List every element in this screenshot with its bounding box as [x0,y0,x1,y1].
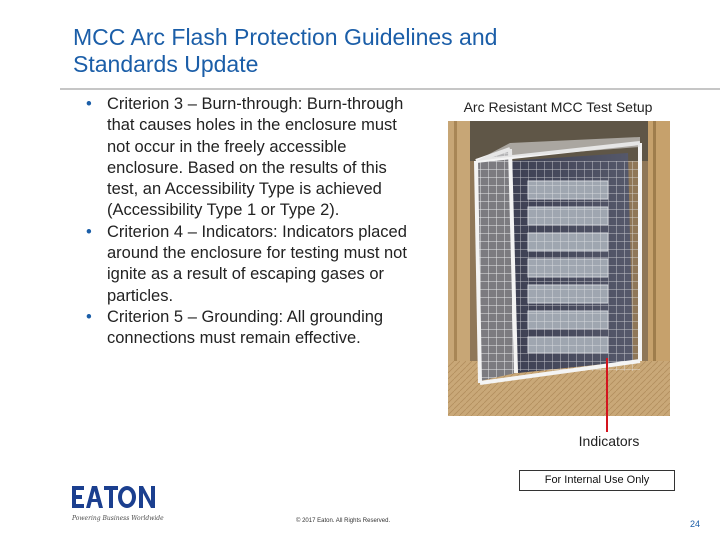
bullet-text: Criterion 5 – Grounding: All grounding connections must remain effective. [107,307,384,348]
indicator-pointer-line [606,358,608,432]
title-divider [60,88,720,90]
copyright-notice: © 2017 Eaton. All Rights Reserved. [296,518,391,524]
bullet-text: Criterion 4 – Indicators: Indicators placed around the enclosure for testing must not ignite as a result of escaping gases or particles. [107,222,407,305]
bullet-item-criterion-5 [86,307,416,350]
eaton-logo [70,484,170,526]
bullet-dot: • [86,95,92,113]
bullet-dot: • [86,307,92,326]
indicators-label: Indicators [578,433,640,449]
test-setup-photo [448,121,670,416]
page-number: 24 [689,519,700,529]
slide-title-line-2: Standards Update [73,51,259,77]
bullet-list [86,94,416,350]
bullet-item-criterion-3 [86,94,416,222]
internal-use-label: For Internal Use Only [519,470,675,491]
slide-title [73,24,693,78]
logo-tagline: Powering Business Worldwide [72,515,164,522]
image-caption: Arc Resistant MCC Test Setup [463,99,653,115]
bullet-text: Criterion 3 – Burn-through: Burn-through that causes holes in the enclosure must not occur in the freely accessible enclosure. Based on the results of this test, an Accessibility Type is achieved (Accessibility Type 1 or Type 2). [107,95,404,220]
bullet-item-criterion-4 [86,222,416,307]
slide-title-line-1: MCC Arc Flash Protection Guidelines and [73,24,498,50]
bullet-dot: • [86,222,92,241]
